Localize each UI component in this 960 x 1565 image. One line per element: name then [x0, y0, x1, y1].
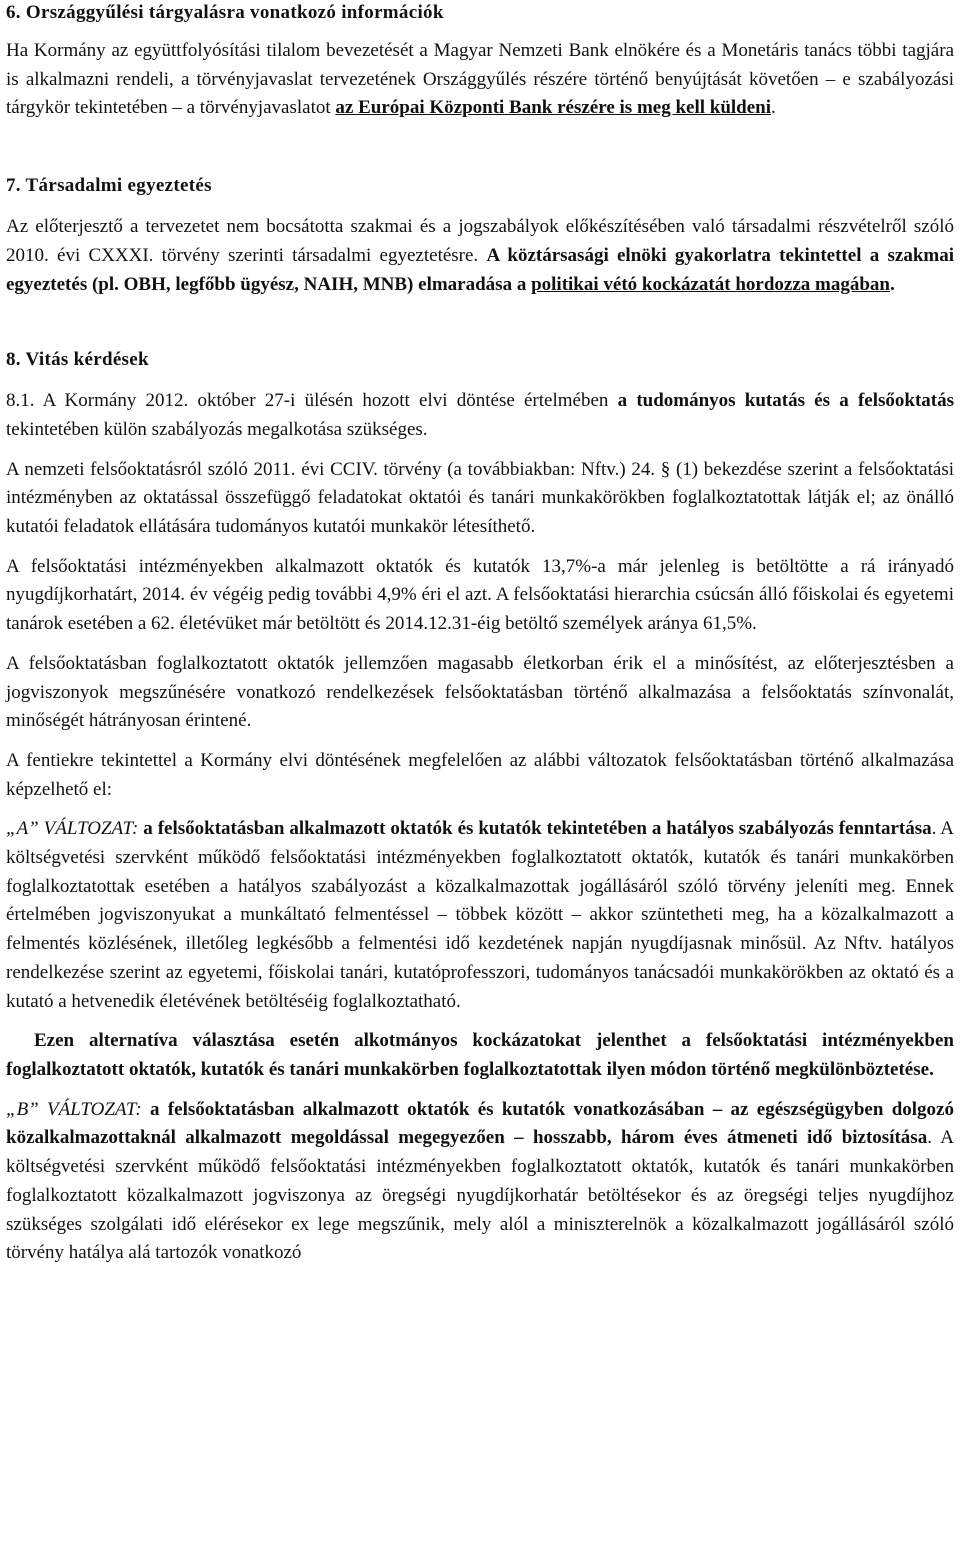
emphasis-text: az Európai Központi Bank részére is meg kell küldeni — [335, 97, 772, 119]
emphasis-text: a felsőoktatásban alkalmazott oktatók és kutatók tekintetében a hatályos szabályozás fenntartása — [138, 818, 932, 840]
section-7-heading: 7. Társadalmi egyeztetés — [6, 175, 212, 197]
document-page — [6, 0, 954, 1268]
age-paragraph: A felsőoktatásban foglalkoztatott oktatók jellemzően magasabb életkorban érik el a minősítést, az előterjesztésben a jogviszonyok megszűnésére vonatkozó rendelkezések felsőoktatásban történő alkalmazása a felsőoktatás színvonalát, minőségét hátrányosan érintené. — [6, 652, 954, 732]
section-8-1-paragraph — [6, 387, 954, 444]
text-span: Az előterjesztő a tervezetet nem bocsátotta szakmai és a jogszabályok előkészítésében való társadalmi részvételről szóló 2010. évi CXXXI. törvény szerinti társadalmi egyeztetésre. — [6, 216, 954, 266]
text-span: tekintetében külön szabályozás megalkotása szükséges. — [6, 418, 428, 440]
text-span: . — [771, 97, 776, 119]
variant-a-paragraph — [6, 815, 954, 1016]
emphasis-text: a tudományos kutatás és a felsőoktatás — [617, 390, 954, 412]
section-8-heading: 8. Vitás kérdések — [6, 349, 149, 371]
emphasis-text: a felsőoktatásban alkalmazott oktatók és kutatók vonatkozásában – az egészségügyben dolgozó közalkalmazottaknál alkalmazott megoldással megegyezően – hosszabb, három éves átmeneti idő biztosítása — [6, 1098, 954, 1149]
section-7-paragraph — [6, 213, 954, 299]
warning-paragraph: Ezen alternatíva választása esetén alkotmányos kockázatokat jelenthet a felsőoktatási intézményekben foglalkoztatott oktatók, kutatók és tanári munkakörben foglalkoztatottak ilyen módon történő megkülönböztetése. — [6, 1030, 954, 1080]
text-span: . A költségvetési szervként működő felsőoktatási intézményekben foglalkoztatott oktatók, kutatók és tanári munkakörben foglalkoztatott közalkalmazott jogviszonya az öregségi nyugdíjkorhatár betöltésekor és az öregségi teljes nyugdíjhoz szükséges szolgálati idő elérésekor ex lege megszűnik, mely alól a miniszterelnök a közalkalmazott jogállásáról szóló törvény hatálya alá tartozók vonatkozó — [6, 1127, 954, 1264]
nftv-paragraph: A nemzeti felsőoktatásról szóló 2011. évi CCIV. törvény (a továbbiakban: Nftv.) 24. § (1) bekezdése szerint a felsőoktatási intézményben az oktatással összefüggő feladatokat oktatói és tanári munkakörökben foglalkoztatottak látják el; az önálló kutatói feladatok ellátására tudományos kutatói munkakör létesíthető. — [6, 458, 954, 538]
emphasis-text: A köztársasági elnöki gyakorlatra tekintettel a szakmai egyeztetés (pl. OBH, legfőbb ügyész, NAIH, MNB) elmaradása a — [6, 244, 954, 295]
text-span: 8.1. A Kormány 2012. október 27-i ülésén hozott elvi döntése értelmében — [6, 390, 618, 412]
text-span: Ha Kormány az együttfolyósítási tilalom bevezetését a Magyar Nemzeti Bank elnökére és a Monetáris tanács többi tagjára is alkalmazni rendeli, a törvényjavaslat tervezetének Országgyűlés részére történő benyújtását követően – e szabályozási tárgykör tekintetében – a törvényjavaslatot — [6, 40, 954, 119]
text-span: . A költségvetési szervként működő felsőoktatási intézményekben foglalkoztatott oktatók, kutatók és tanári munkakörben foglalkoztatottak esetében a hatályos szabályozást a közalkalmazottak jogállásáról szóló törvény jeleníti meg. Ennek értelmében jogviszonyukat a munkáltató felmentéssel – többek között – akkor szüntetheti meg, ha a közalkalmazott a felmentés közlésének, illetőleg legkésőbb a felmentési idő kezdetének napján nyugdíjasnak minősül. Az Nftv. hatályos rendelkezése szerint az egyetemi, főiskolai tanári, kutatóprofesszori, tudományos tanácsadói munkakörökben az oktató és a kutató a hetvenedik életévének betöltéséig foglalkoztatható. — [6, 818, 954, 1012]
section-6-paragraph — [6, 37, 954, 123]
variant-a-label: „A” VÁLTOZAT: — [6, 818, 139, 840]
text-span: . — [889, 273, 895, 295]
section-6-heading: 6. Országgyűlési tárgyalásra vonatkozó információk — [6, 2, 444, 23]
emphasis-text: politikai vétó kockázatát hordozza magában — [531, 273, 890, 295]
alternatives-intro-paragraph: A fentiekre tekintettel a Kormány elvi döntésének megfelelően az alábbi változatok felsőoktatásban történő alkalmazása képzelhető el: — [6, 749, 954, 800]
variant-b-label: „B” VÁLTOZAT: — [6, 1098, 142, 1120]
variant-b-paragraph — [6, 1096, 954, 1268]
statistics-paragraph: A felsőoktatási intézményekben alkalmazott oktatók és kutatók 13,7%-a már jelenleg is betöltötte a rá irányadó nyugdíjkorhatárt, 2014. év végéig pedig további 4,9% éri el azt. A felsőoktatási hierarchia csúcsán álló főiskolai és egyetemi tanárok esetében a 62. életévüket már betöltött és 2014.12.31-éig betöltő személyek aránya 61,5%. — [6, 555, 954, 635]
